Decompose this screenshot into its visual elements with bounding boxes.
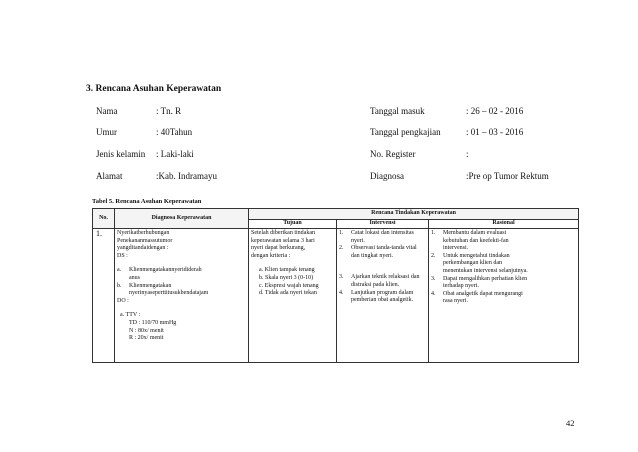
ds-item-b-label: b. bbox=[117, 282, 122, 289]
info-label-diagnosa: Diagnosa bbox=[370, 171, 404, 181]
rasional-line: Obat analgetik dapat mengurangi bbox=[443, 290, 523, 297]
info-value-nama: : Tn. R bbox=[156, 106, 182, 116]
tujuan-line: keperawatan selama 3 hari bbox=[251, 237, 315, 244]
rasional-item bbox=[431, 230, 576, 253]
rasional-line: Dapat mengalihkan perhatian klien bbox=[443, 275, 528, 282]
table-caption: Tabel 5. Rencana Asuhan Keperawatan bbox=[92, 198, 202, 205]
ttv-label: a. TTV : bbox=[120, 312, 141, 319]
intervensi-line: nyeri. bbox=[351, 237, 365, 244]
criteria-item: a. Klien tampak tenang bbox=[259, 267, 315, 274]
rasional-num: 3. bbox=[431, 275, 436, 282]
rasional-num: 1. bbox=[431, 230, 436, 236]
intervensi-num: 4. bbox=[339, 289, 344, 296]
rasional-line: Untuk mengetahui tindakan bbox=[443, 252, 510, 259]
care-plan-table bbox=[92, 208, 579, 363]
intervensi-line: pemberian obat analgetik. bbox=[351, 297, 414, 304]
rasional-line: Membantu dalam evaluasi bbox=[443, 230, 507, 236]
table-row bbox=[93, 229, 579, 363]
intervensi-item bbox=[339, 230, 426, 245]
intervensi-line: Observasi tanda-tanda vital bbox=[351, 245, 417, 252]
info-label-tanggal-pengkajian: Tanggal pengkajian bbox=[370, 127, 441, 137]
tujuan-line: nyeri dapat berkurang, bbox=[251, 245, 306, 252]
cell-diagnosa bbox=[115, 229, 249, 363]
criteria-item: c. Ekspresi wajah tenang bbox=[259, 282, 319, 289]
info-label-no-register: No. Register bbox=[370, 149, 416, 159]
rasional-num: 2. bbox=[431, 252, 436, 259]
section-title: 3. Rencana Asuhan Keperawatan bbox=[86, 84, 222, 94]
rasional-line: terhadap nyeri. bbox=[443, 283, 479, 290]
intervensi-line: Ajarkan teknik relaksasi dan bbox=[351, 274, 420, 281]
cell-rasional bbox=[429, 229, 579, 363]
cell-intervensi bbox=[337, 229, 429, 363]
diagnosa-line: yangditandaidengan : bbox=[117, 245, 169, 252]
intervensi-item bbox=[339, 274, 426, 289]
cell-no: 1. bbox=[93, 229, 115, 363]
intervensi-line: Catat lokasi dan intensitas bbox=[351, 230, 414, 236]
rasional-item bbox=[431, 276, 576, 291]
header-diagnosa: Diagnosa Keperawatan bbox=[115, 209, 249, 229]
do-label: DO : bbox=[117, 297, 129, 304]
rasional-line: kebutuhan dan keefekti-fan bbox=[443, 237, 509, 244]
ds-item-b-line: nyerinyaseperttitusukbendatajam bbox=[129, 290, 209, 297]
rasional-line: perkembangan klien dan bbox=[443, 260, 502, 267]
criteria-item: b. Skala nyeri 3 (0-10) bbox=[259, 274, 314, 281]
info-value-diagnosa: :Pre op Tumor Rektum bbox=[466, 171, 549, 181]
info-label-tanggal-masuk: Tanggal masuk bbox=[370, 106, 425, 116]
rasional-item bbox=[431, 253, 576, 276]
diagnosa-line: Nyerikatberhubungan bbox=[117, 230, 170, 236]
cell-tujuan bbox=[249, 229, 337, 363]
intervensi-num: 1. bbox=[339, 230, 344, 236]
page-number: 42 bbox=[566, 418, 575, 428]
intervensi-item bbox=[339, 290, 426, 305]
intervensi-num: 2. bbox=[339, 245, 344, 252]
intervensi-item bbox=[339, 245, 426, 260]
header-intervensi: Intervensi bbox=[337, 220, 429, 229]
rasional-line: intervensi. bbox=[443, 245, 469, 252]
rasional-line: rasa nyeri. bbox=[443, 298, 468, 305]
info-value-jenis-kelamin: : Laki-laki bbox=[156, 149, 194, 159]
rasional-num: 4. bbox=[431, 290, 436, 297]
ds-item-a-label: a. bbox=[117, 267, 122, 274]
intervensi-num: 3. bbox=[339, 274, 344, 281]
vital-td: TD : 110/70 mmHg bbox=[129, 319, 177, 326]
tujuan-line: Setelah diberikan tindakan bbox=[251, 230, 315, 236]
info-value-tanggal-masuk: : 26 – 02 - 2016 bbox=[466, 106, 524, 116]
intervensi-line: dan tingkat nyeri. bbox=[351, 252, 394, 259]
info-value-umur: : 40Tahun bbox=[156, 127, 193, 137]
info-label-jenis-kelamin: Jenis kelamin bbox=[96, 149, 146, 159]
intervensi-line: distraksi pada klien. bbox=[351, 281, 400, 288]
header-no: No. bbox=[93, 209, 115, 229]
vital-n: N : 80x/ menit bbox=[129, 327, 164, 334]
vital-r: R : 20x/ menit bbox=[129, 335, 164, 342]
tujuan-line: dengan kriteria : bbox=[251, 252, 291, 259]
diagnosa-line: Penekananmassutumor bbox=[117, 237, 173, 244]
ds-item-b-line: Klienmengatakan bbox=[129, 282, 172, 289]
intervensi-line: Lanjutkan program dalam bbox=[351, 289, 414, 296]
info-label-umur: Umur bbox=[96, 127, 117, 137]
info-label-alamat: Alamat bbox=[96, 171, 123, 181]
criteria-item: d. Tidak ada nyeri tekan bbox=[259, 290, 317, 297]
header-tujuan: Tujuan bbox=[249, 220, 337, 229]
header-rasional: Rasional bbox=[429, 220, 579, 229]
ds-item-a-line: Klienmengatakannyerididerah bbox=[129, 267, 202, 274]
rasional-line: menentukan intervensi selanjutnya. bbox=[443, 267, 528, 274]
info-value-tanggal-pengkajian: : 01 – 03 - 2016 bbox=[466, 127, 524, 137]
diagnosa-line: DS : bbox=[117, 252, 128, 259]
rasional-item bbox=[431, 291, 576, 306]
header-rencana-tindakan: Rencana Tindakan Keperawatan bbox=[249, 209, 579, 220]
ds-item-a-line: anus bbox=[129, 274, 140, 281]
info-value-no-register: : bbox=[466, 149, 469, 159]
info-label-nama: Nama bbox=[96, 106, 118, 116]
info-value-alamat: :Kab. Indramayu bbox=[156, 171, 217, 181]
